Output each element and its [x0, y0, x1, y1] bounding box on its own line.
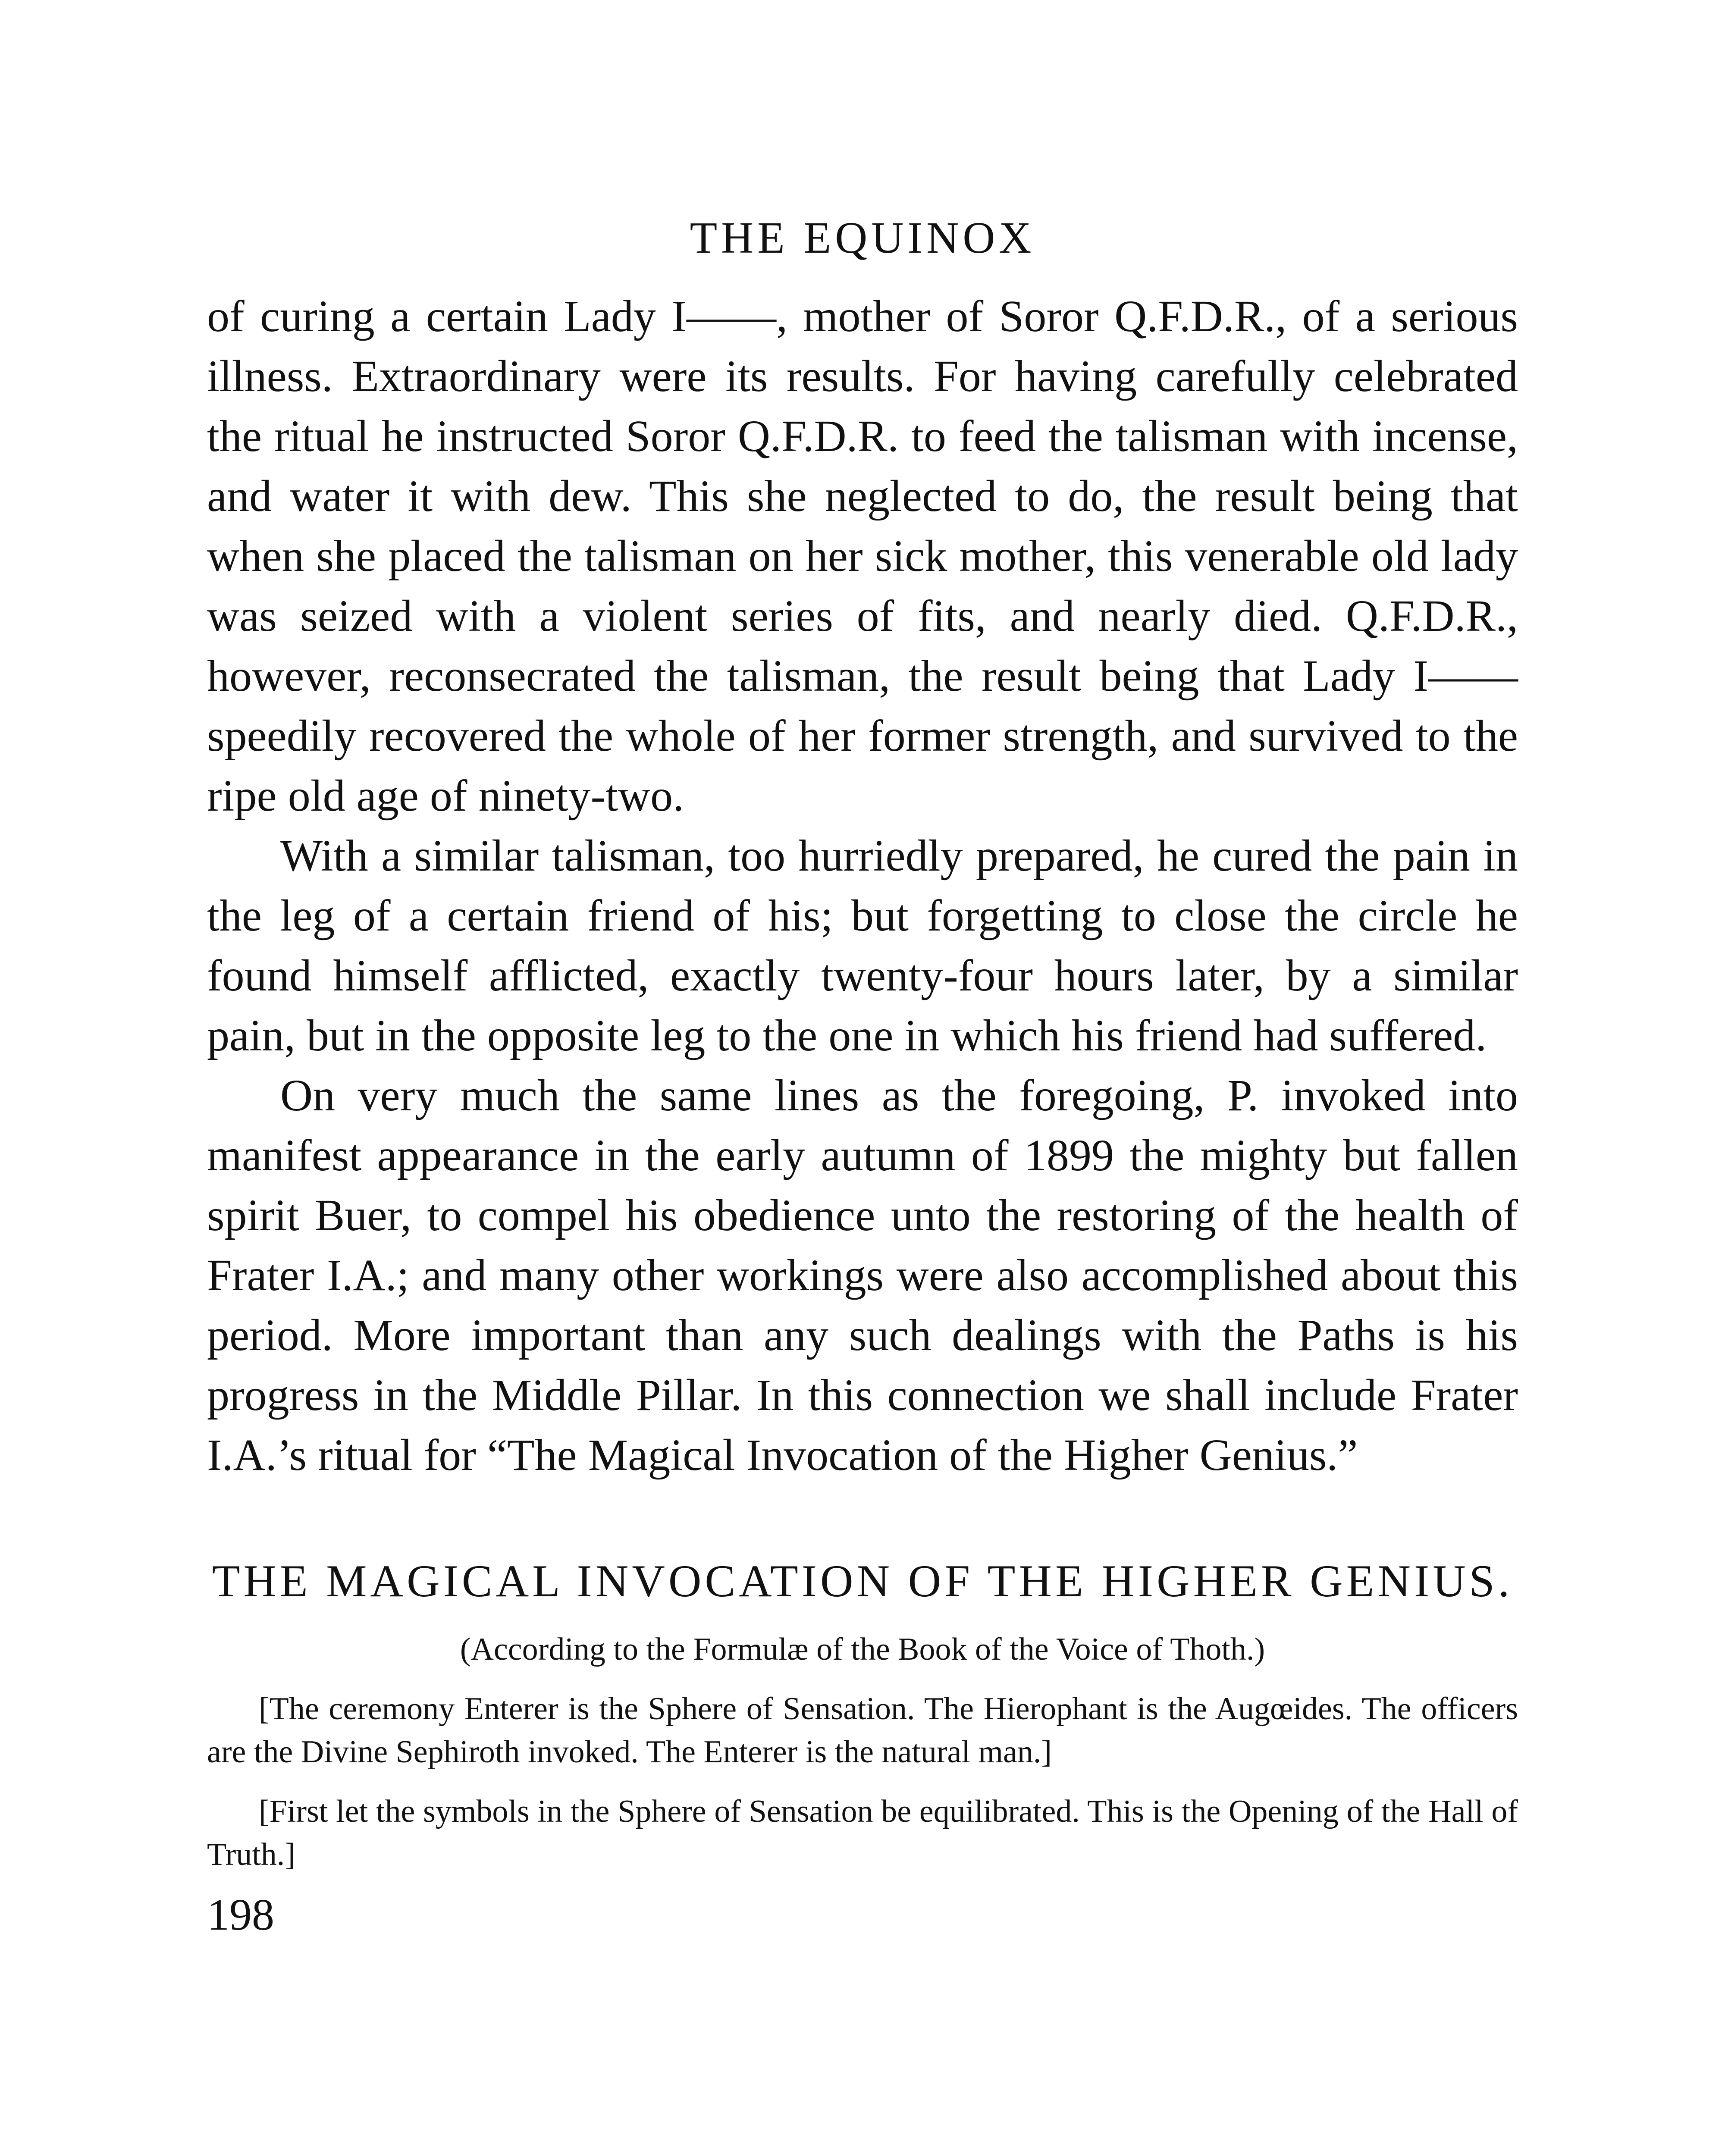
bracketed-note: [The ceremony Enterer is the Sphere of Sensation. The Hierophant is the Augœides. The officers are the Divine Sephiroth invoked. The Enterer is the natural man.] [207, 1691, 1518, 1770]
section-title: THE MAGICAL INVOCATION OF THE HIGHER GENIUS. [212, 1556, 1513, 1606]
paragraph: of curing a certain Lady I——, mother of Soror Q.F.D.R., of a serious illness. Extraordinary were its results. For having carefully celebrated the ritual he instructed Soror Q.F.D.R. to feed the talisman with incense, and water it with dew. This she neglected to do, the result being that when she placed the talisman on her sick mother, this venerable old lady was seized with a violent series of fits, and nearly died. Q.F.D.R., however, reconsecrated the talisman, the result being that Lady I—— speedily recovered the whole of her former strength, and survived to the ripe old age of ninety-two. [207, 291, 1518, 821]
paragraph: With a similar talisman, too hurriedly prepared, he cured the pain in the leg of a certain friend of his; but forgetting to close the circle he found himself afflicted, exactly twenty-four hours later, by a similar pain, but in the opposite leg to the one in which his friend had suffered. [207, 831, 1518, 1060]
running-head: THE EQUINOX [690, 213, 1035, 263]
book-page [207, 213, 1518, 1940]
bracketed-note: [First let the symbols in the Sphere of Sensation be equilibrated. This is the Opening of the Hall of Truth.] [207, 1794, 1518, 1872]
page-number: 198 [207, 1890, 274, 1940]
body-text [207, 286, 1518, 1485]
section-subtitle: (According to the Formulæ of the Book of the Voice of Thoth.) [460, 1632, 1265, 1667]
paragraph: On very much the same lines as the foregoing, P. invoked into manifest appearance in the early autumn of 1899 the mighty but fallen spirit Buer, to compel his obedience unto the restoring of the health of Frater I.A.; and many other workings were also accomplished about this period. More important than any such dealings with the Paths is his progress in the Middle Pillar. In this connection we shall include Frater I.A.’s ritual for “The Magical Invocation of the Higher Genius.” [207, 1071, 1518, 1480]
